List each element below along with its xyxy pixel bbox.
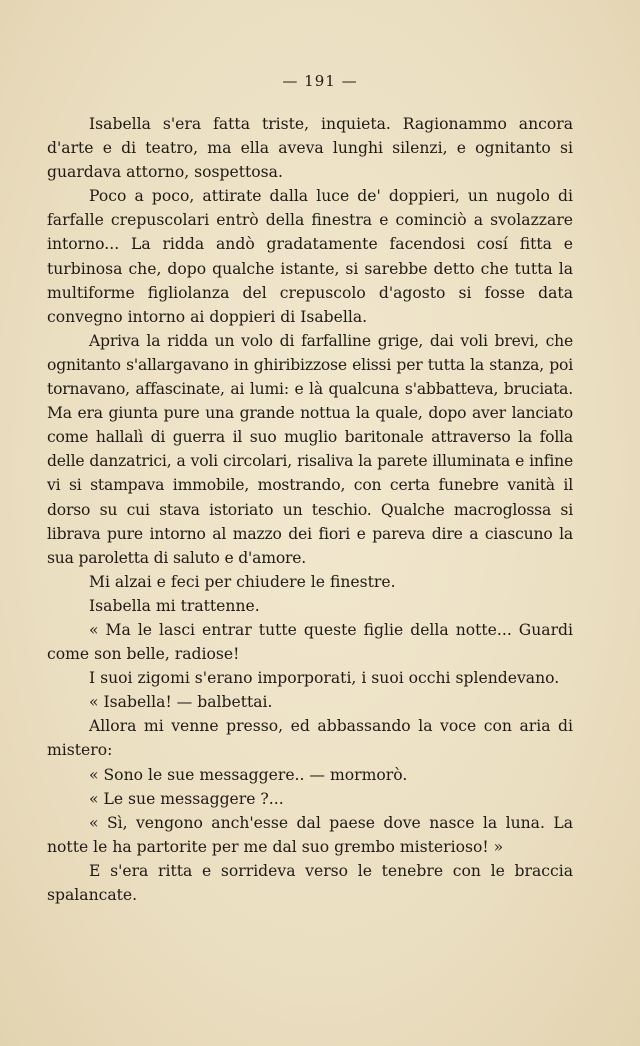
paragraph: « Isabella! — balbettai. bbox=[89, 693, 273, 712]
page-number: — 191 — bbox=[282, 72, 358, 90]
paragraph: « Sono le sue messaggere.. — mormorò. bbox=[89, 765, 408, 784]
paragraph: « Le sue messaggere ?... bbox=[89, 789, 284, 808]
paragraph: « Ma le lasci entrar tutte queste figlie della notte... Guardi come son belle, radiose! bbox=[47, 620, 573, 664]
body-text bbox=[47, 112, 573, 907]
paragraph: Apriva la ridda un volo di farfalline grige, dai voli brevi, che ognitanto s'allargavano in ghiribizzose elissi per tutta la stanza, poi tornavano, affascinate, ai lumi: e là qualcuna s'abbatteva, bruciata. Ma era giunta pure una grande nottua la quale, dopo aver lanciato come hallalì di guerra il suo muglio baritonale attraverso la folla delle danzatrici, a voli circolari, risaliva la parete illuminata e infine vi si stampava immobile, mostrando, con certa funebre vanità il dorso su cui stava istoriato un teschio. Qualche macroglossa si librava pure intorno al mazzo dei fiori e pareva dire a ciascuno la sua paroletta di saluto e d'amore. bbox=[47, 331, 573, 567]
paragraph: Allora mi venne presso, ed abbassando la voce con aria di mistero: bbox=[47, 717, 573, 760]
paragraph: I suoi zigomi s'erano imporporati, i suoi occhi splendevano. bbox=[89, 669, 560, 688]
paragraph: Mi alzai e feci per chiudere le finestre. bbox=[89, 572, 396, 591]
paragraph: Isabella mi trattenne. bbox=[89, 596, 260, 615]
paragraph: « Sì, vengono anch'esse dal paese dove nasce la luna. La notte le ha partorite per me dal suo grembo misterioso! » bbox=[47, 813, 573, 856]
paragraph: E s'era ritta e sorrideva verso le tenebre con le braccia spalancate. bbox=[47, 861, 573, 904]
paragraph: Isabella s'era fatta triste, inquieta. Ragionammo ancora d'arte e di teatro, ma ella aveva lunghi silenzi, e ognitanto si guardava attorno, sospettosa. bbox=[47, 115, 573, 182]
paragraph: Poco a poco, attirate dalla luce de' doppieri, un nugolo di farfalle crepuscolari entrò della finestra e cominciò a svolazzare intorno... La ridda andò gradatamente facendosi cosí fitta e turbinosa che, dopo qualche istante, si sarebbe detto che tutta la multiforme figliolanza del crepuscolo d'agosto si fosse data convegno intorno ai doppieri di Isabella. bbox=[47, 187, 573, 326]
